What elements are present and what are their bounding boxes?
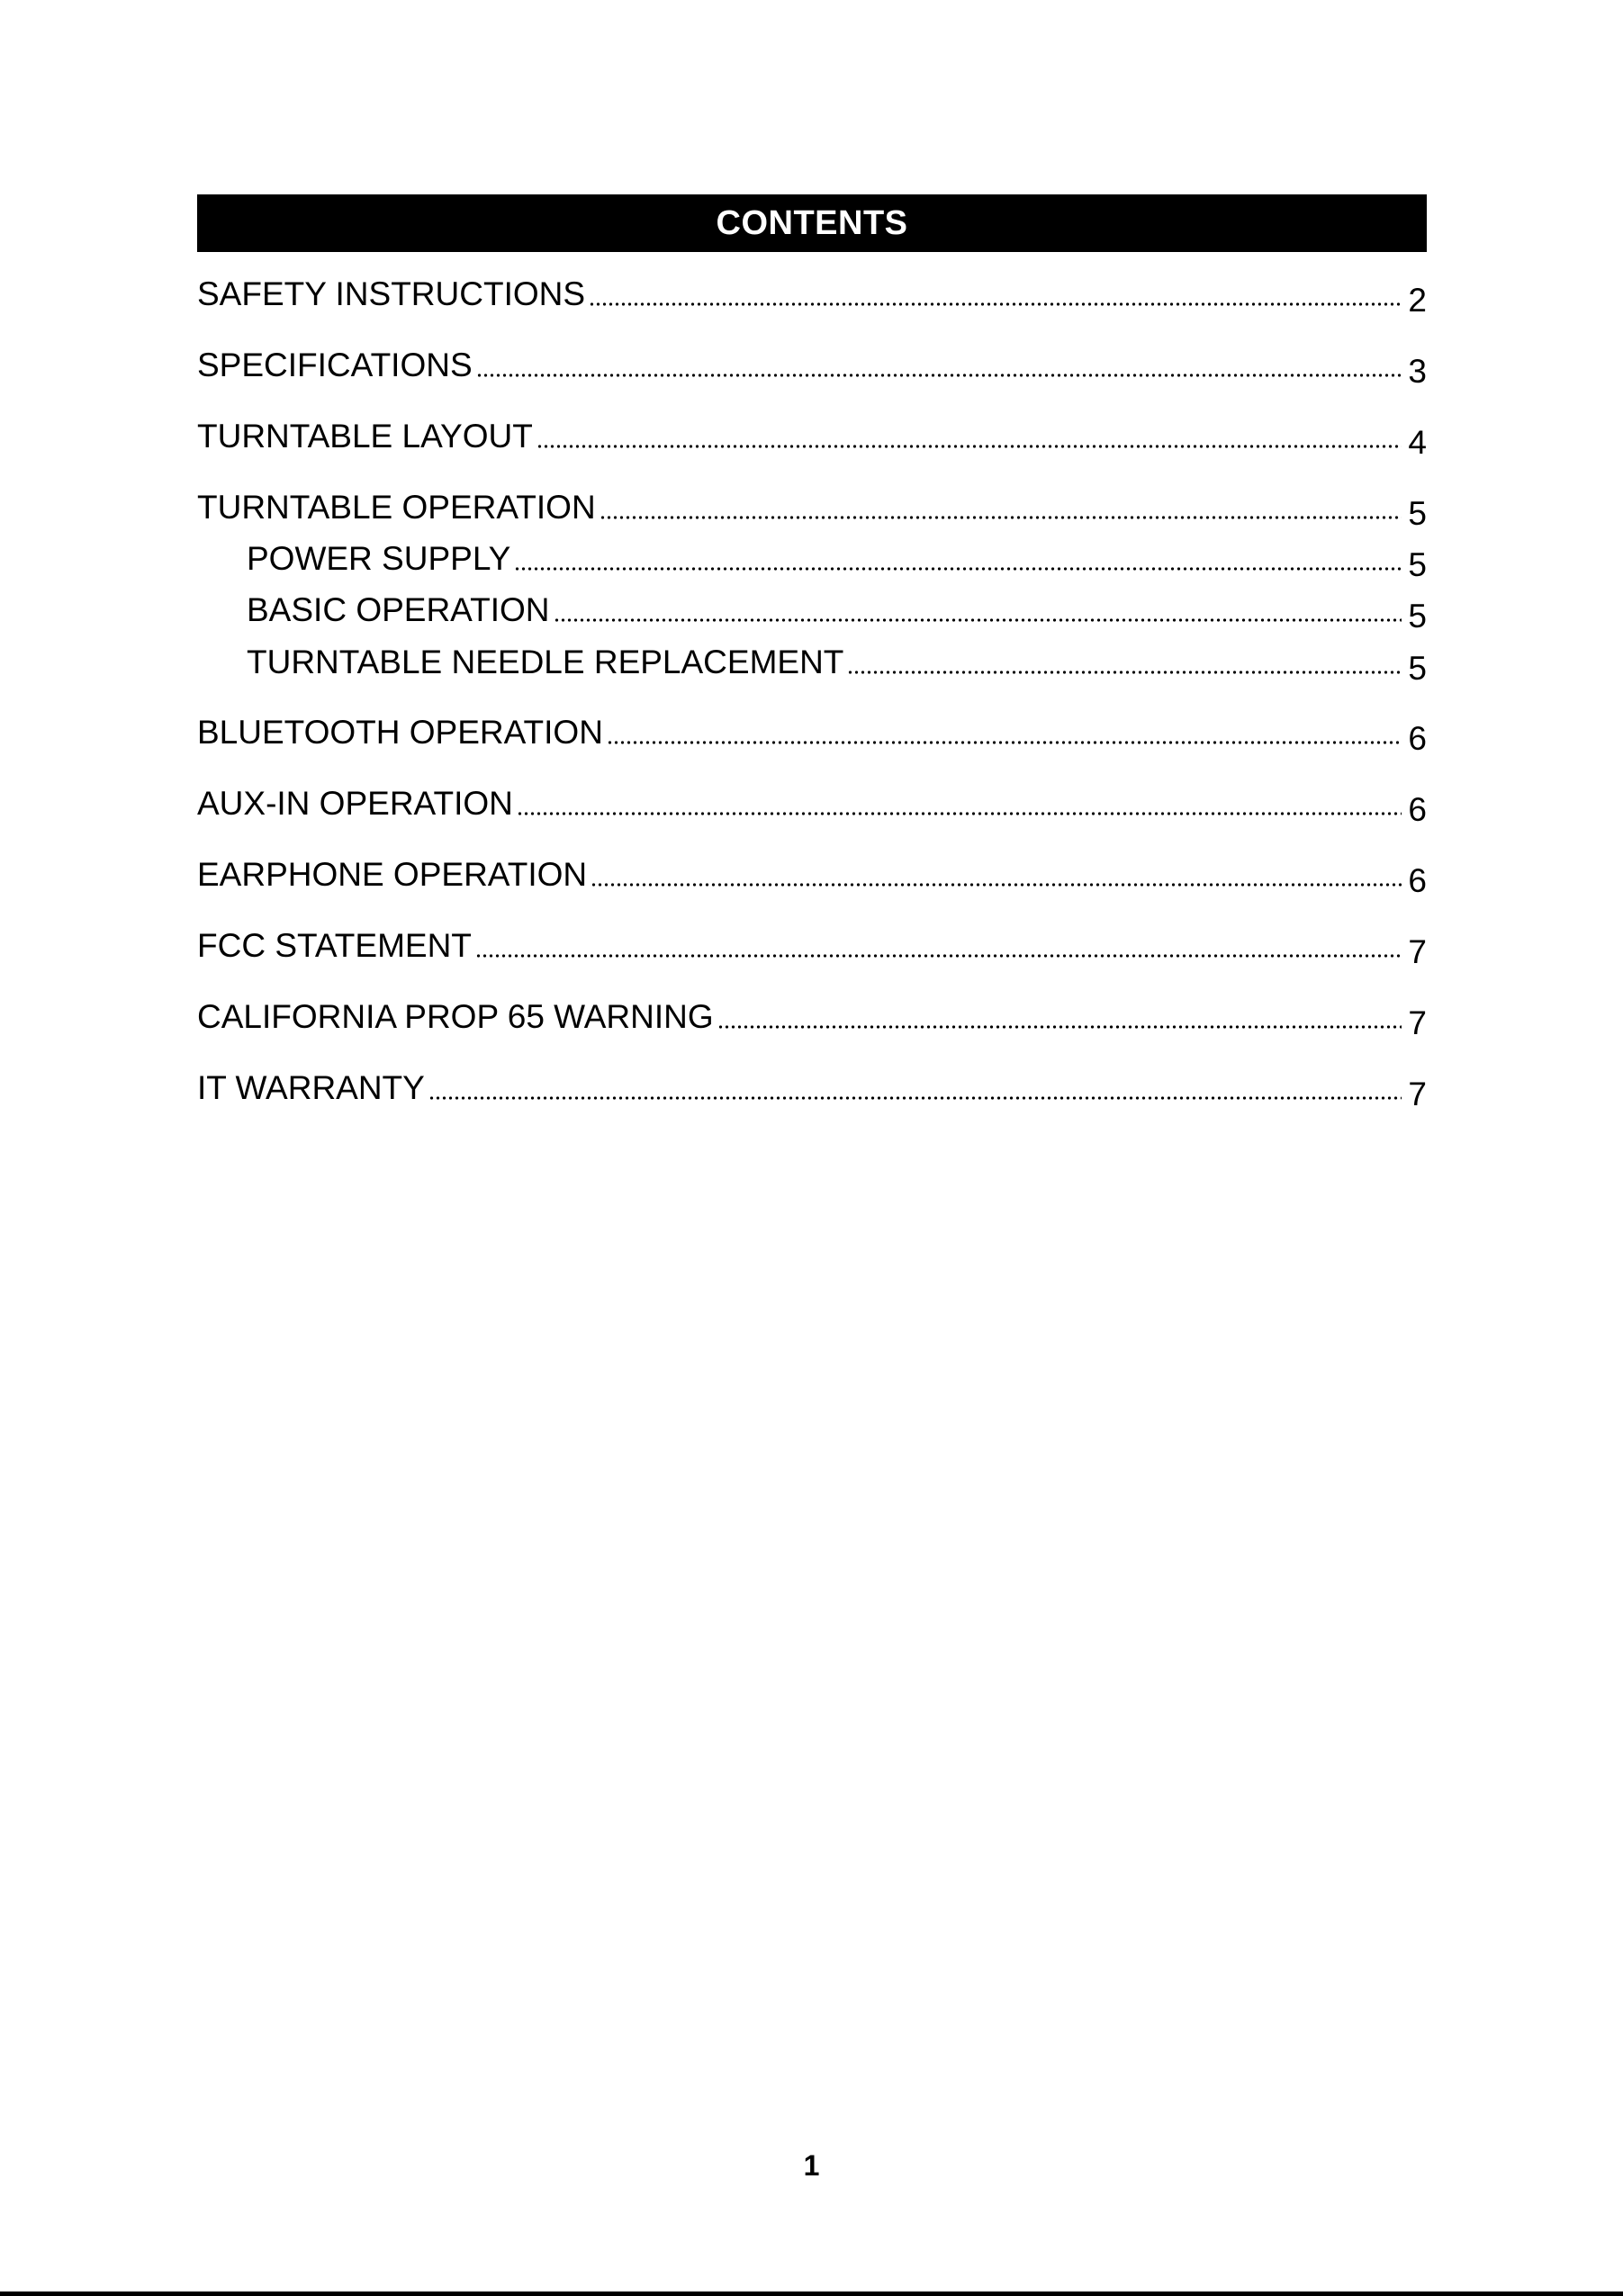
- toc-entry-aux-in-operation[interactable]: [197, 785, 1427, 828]
- toc-entry-fcc-statement[interactable]: [197, 927, 1427, 970]
- toc-entry-warranty[interactable]: [197, 1069, 1427, 1112]
- toc-entry-page: 6: [1408, 720, 1427, 757]
- toc-entry-page: 7: [1408, 1004, 1427, 1041]
- toc-dot-leader: [591, 883, 1402, 887]
- toc-entry-page: 7: [1408, 1076, 1427, 1112]
- contents-title: CONTENTS: [716, 203, 908, 242]
- toc-entry-title: SPECIFICATIONS: [197, 347, 473, 383]
- toc-entry-title: EARPHONE OPERATION: [197, 856, 588, 893]
- toc-dot-leader: [536, 445, 1402, 448]
- toc-entry-title: BASIC OPERATION: [247, 591, 550, 628]
- toc-dot-leader: [428, 1096, 1402, 1100]
- toc-dot-leader: [475, 954, 1402, 958]
- toc-dot-leader: [554, 618, 1402, 622]
- page-number: 1: [803, 2149, 820, 2182]
- toc-entry-page: 5: [1408, 650, 1427, 687]
- toc-entry-title: SAFETY INSTRUCTIONS: [197, 275, 586, 312]
- toc-dot-leader: [517, 812, 1402, 815]
- toc-entry-needle-replacement[interactable]: [247, 644, 1427, 687]
- toc-entry-page: 6: [1408, 862, 1427, 899]
- toc-dot-leader: [589, 302, 1402, 306]
- toc-entry-page: 4: [1408, 424, 1427, 461]
- toc-entry-title: TURNTABLE OPERATION: [197, 489, 596, 526]
- toc-entry-title: BLUETOOTH OPERATION: [197, 714, 603, 751]
- toc-entry-page: 5: [1408, 546, 1427, 583]
- toc-entry-page: 7: [1408, 933, 1427, 970]
- toc-entry-power-supply[interactable]: [247, 540, 1427, 583]
- toc-entry-title: TURNTABLE LAYOUT: [197, 418, 533, 455]
- toc-entry-earphone-operation[interactable]: [197, 856, 1427, 899]
- table-of-contents: [197, 0, 1427, 1170]
- toc-entry-page: 5: [1408, 495, 1427, 532]
- toc-entry-specifications[interactable]: [197, 347, 1427, 390]
- toc-dot-leader: [847, 671, 1402, 674]
- toc-entry-bluetooth-operation[interactable]: [197, 714, 1427, 757]
- toc-entry-title: AUX-IN OPERATION: [197, 785, 513, 822]
- toc-entry-title: IT WARRANTY: [197, 1069, 425, 1106]
- toc-entry-page: 6: [1408, 791, 1427, 828]
- toc-entry-page: 2: [1408, 282, 1427, 319]
- toc-entry-title: TURNTABLE NEEDLE REPLACEMENT: [247, 644, 844, 680]
- toc-entry-basic-operation[interactable]: [247, 591, 1427, 635]
- toc-entry-page: 3: [1408, 353, 1427, 390]
- toc-dot-leader: [514, 567, 1402, 571]
- toc-dot-leader: [717, 1025, 1402, 1029]
- toc-entry-turntable-layout[interactable]: [197, 418, 1427, 461]
- toc-entry-safety-instructions[interactable]: [197, 275, 1427, 319]
- toc-entry-title: POWER SUPPLY: [247, 540, 511, 577]
- toc-entry-turntable-operation[interactable]: [197, 489, 1427, 532]
- toc-entry-title: FCC STATEMENT: [197, 927, 472, 964]
- toc-entry-page: 5: [1408, 598, 1427, 635]
- toc-dot-leader: [607, 741, 1402, 744]
- toc-dot-leader: [600, 516, 1402, 519]
- toc-dot-leader: [476, 374, 1402, 377]
- toc-entry-prop-65-warning[interactable]: [197, 998, 1427, 1041]
- toc-entry-title: CALIFORNIA PROP 65 WARNING: [197, 998, 714, 1035]
- page-bottom-edge: [0, 2291, 1623, 2296]
